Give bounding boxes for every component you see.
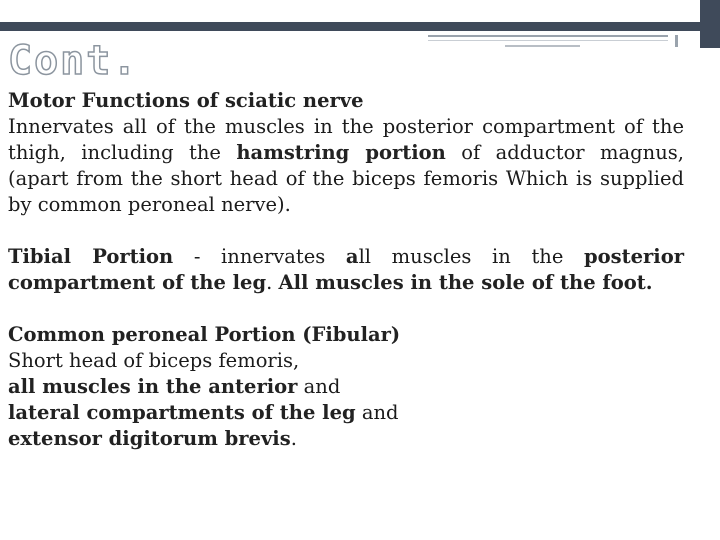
slide-title: Cont. — [8, 38, 139, 84]
motor-paragraph: Innervates all of the muscles in the posterior compartment of the thigh, including the hamstring portion of adductor magnus, (apart from the short head of the biceps femoris Which is supplied by common peroneal nerve). — [8, 115, 684, 216]
peroneal-line: all muscles in the anterior and — [8, 375, 341, 398]
decorative-rule — [675, 35, 678, 47]
peroneal-line: Short head of biceps femoris, — [8, 349, 300, 372]
peroneal-line: extensor digitorum brevis. — [8, 427, 297, 450]
header-band — [0, 22, 700, 31]
decorative-rule — [505, 45, 580, 47]
peroneal-line: lateral compartments of the leg and — [8, 401, 399, 424]
motor-heading: Motor Functions of sciatic nerve — [8, 89, 364, 112]
header-corner-band — [700, 0, 720, 48]
decorative-rule — [428, 40, 668, 41]
tibial-paragraph: Tibial Portion - innervates all muscles in the posterior compartment of the leg. All muscles in the sole of the foot. — [8, 245, 684, 294]
decorative-rule — [428, 35, 668, 37]
peroneal-heading: Common peroneal Portion (Fibular) — [8, 323, 401, 346]
slide-body — [8, 88, 684, 452]
top-bar — [0, 0, 720, 22]
